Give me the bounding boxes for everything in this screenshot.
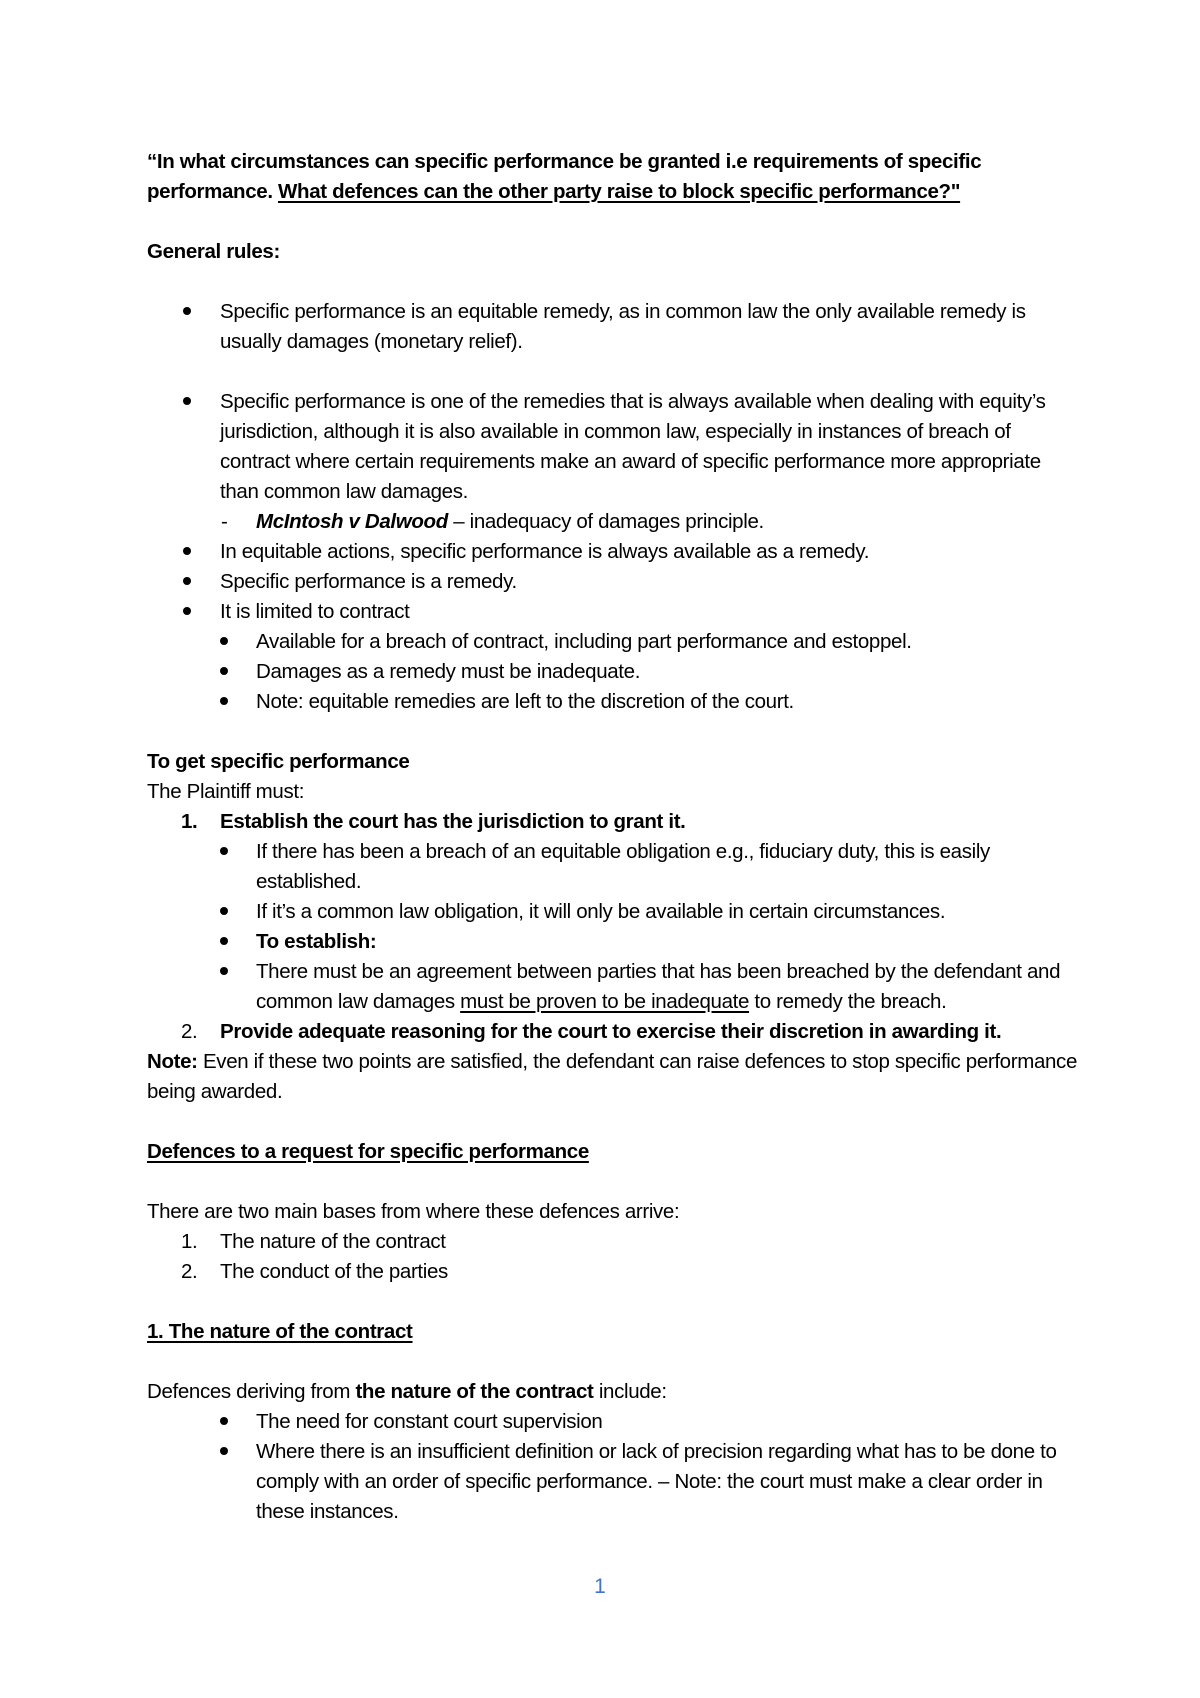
bullet-icon <box>183 297 191 327</box>
numbered-item-text: The nature of the contract <box>220 1230 446 1253</box>
list-item-text: If there has been a breach of an equitable obligation e.g., fiduciary duty, this is easily established. <box>256 840 990 893</box>
sub-list-item <box>147 927 1077 957</box>
list-item-text: Specific performance is an equitable remedy, as in common law the only available remedy is usually damages (monetary relief). <box>220 300 1026 353</box>
numbered-item-text: The conduct of the parties <box>220 1260 448 1283</box>
nature-intro <box>147 1377 1077 1407</box>
sub-list-item <box>147 657 1077 687</box>
note-label: Note: <box>147 1050 198 1073</box>
numbered-item <box>147 1017 1077 1047</box>
list-item-text: To establish: <box>256 930 377 953</box>
bullet-icon <box>220 927 228 957</box>
note-text: Even if these two points are satisfied, the defendant can raise defences to stop specific performance being awarded. <box>147 1050 1077 1103</box>
numbered-item-text: Provide adequate reasoning for the court to exercise their discretion in awarding it. <box>220 1020 1002 1043</box>
bullet-icon <box>183 597 191 627</box>
case-name: McIntosh v Dalwood <box>256 510 448 533</box>
page-number: 1 <box>594 1575 606 1598</box>
list-item-text: In equitable actions, specific performance is always available as a remedy. <box>220 540 870 563</box>
list-item <box>147 387 1077 507</box>
sub-list-item <box>147 1437 1077 1527</box>
sub-list-item <box>147 687 1077 717</box>
list-item <box>147 537 1077 567</box>
sub-list-item <box>147 957 1077 1017</box>
bullet-icon <box>220 897 228 927</box>
list-item-text: The need for constant court supervision <box>256 1410 603 1433</box>
list-item-text: If it’s a common law obligation, it will only be available in certain circumstances. <box>256 900 946 923</box>
numbered-item <box>147 1257 1077 1287</box>
bullet-icon <box>220 1407 228 1437</box>
question-part-2: What defences can the other party raise to block specific performance?" <box>278 180 961 203</box>
case-text: – inadequacy of damages principle. <box>447 510 764 533</box>
text-segment: include: <box>593 1380 667 1403</box>
list-item-text: Specific performance is a remedy. <box>220 570 517 593</box>
defences-heading: Defences to a request for specific performance <box>147 1140 589 1163</box>
defences-intro: There are two main bases from where these defences arrive: <box>147 1200 680 1223</box>
note-paragraph <box>147 1047 1077 1107</box>
list-item-text: Available for a breach of contract, including part performance and estoppel. <box>256 630 912 653</box>
bullet-icon <box>220 837 228 867</box>
get-sp-heading: To get specific performance <box>147 750 410 773</box>
numbered-item <box>147 1227 1077 1257</box>
sub-list-item <box>147 897 1077 927</box>
sub-list-item <box>147 837 1077 897</box>
list-item-text: It is limited to contract <box>220 600 410 623</box>
numbered-item-text: Establish the court has the jurisdiction to grant it. <box>220 810 686 833</box>
list-item <box>147 567 1077 597</box>
bullet-icon <box>220 627 228 657</box>
list-item-text: Damages as a remedy must be inadequate. <box>256 660 641 683</box>
numbered-item <box>147 807 1077 837</box>
bold-phrase: the nature of the contract <box>355 1380 594 1403</box>
list-item <box>147 597 1077 627</box>
list-item-text <box>256 960 1060 1013</box>
dash-marker: - <box>221 510 228 533</box>
underlined-phrase: must be proven to be inadequate <box>460 990 750 1013</box>
number-marker: 1. <box>181 1230 198 1253</box>
case-reference <box>147 507 1077 537</box>
bullet-icon <box>183 537 191 567</box>
nature-heading: 1. The nature of the contract <box>147 1320 413 1343</box>
question-text <box>147 147 1077 207</box>
document-body <box>147 147 1077 1527</box>
bullet-icon <box>220 657 228 687</box>
question-part-1: “In what circumstances can specific performance be granted i.e requirements of specific performance. <box>147 150 982 203</box>
text-segment: There must be an agreement between parties that has been breached by the defendant and common law damages <box>256 960 1061 1013</box>
sub-list-item <box>147 1407 1077 1437</box>
number-marker: 1. <box>181 810 198 833</box>
bullet-icon <box>183 387 191 417</box>
list-item <box>147 297 1077 357</box>
bullet-icon <box>183 567 191 597</box>
list-item-text: Where there is an insufficient definition or lack of precision regarding what has to be done to comply with an order of specific performance. – Note: the court must make a clear order in these instances. <box>256 1440 1057 1523</box>
number-marker: 2. <box>181 1020 198 1043</box>
general-rules-heading: General rules: <box>147 240 280 263</box>
list-item-text: Note: equitable remedies are left to the discretion of the court. <box>256 690 794 713</box>
list-item-text: Specific performance is one of the remedies that is always available when dealing with equity’s jurisdiction, although it is also available in common law, especially in instances of breach of contract where certain requirements make an award of specific performance more appropriate than common law damages. <box>220 390 1046 503</box>
number-marker: 2. <box>181 1260 198 1283</box>
bullet-icon <box>220 687 228 717</box>
bullet-icon <box>220 957 228 987</box>
bullet-icon <box>220 1437 228 1467</box>
text-segment: to remedy the breach. <box>749 990 947 1013</box>
text-segment: Defences deriving from <box>147 1380 356 1403</box>
get-sp-intro: The Plaintiff must: <box>147 780 305 803</box>
sub-list-item <box>147 627 1077 657</box>
